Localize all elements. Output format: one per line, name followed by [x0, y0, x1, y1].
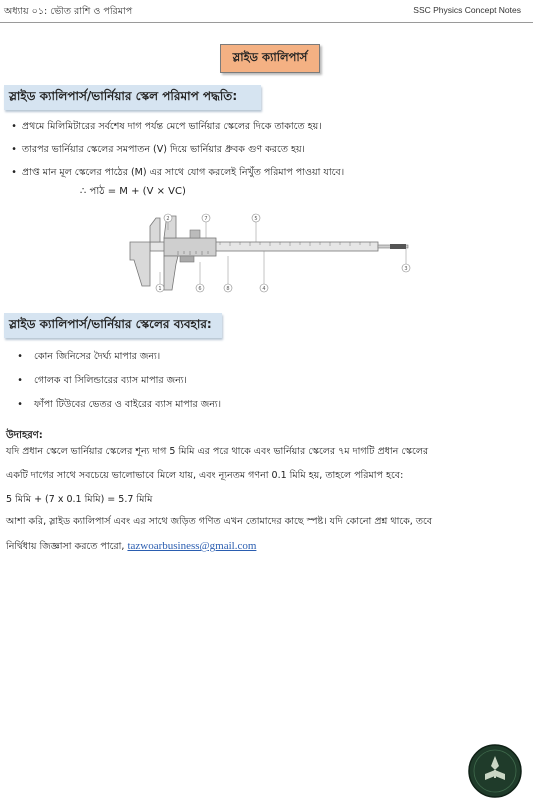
- list-item: [6, 120, 322, 135]
- email-link[interactable]: tazwoarbusiness@gmail.com: [127, 540, 257, 552]
- diagram-label: 7: [204, 216, 208, 222]
- list-item: [6, 374, 187, 389]
- closing-line-2-text: নির্দ্বিধায় জিজ্ঞাসা করতে পারো,: [6, 541, 128, 552]
- closing-line-2: [6, 534, 526, 559]
- example-title: উদাহরণ:: [6, 430, 43, 441]
- diagram-label: 6: [198, 286, 202, 292]
- list-item-text: গোলক বা সিলিন্ডারের ব্যাস মাপার জন্য।: [34, 375, 187, 386]
- example-line-1: যদি প্রধান স্কেলে ভার্নিয়ার স্কেলের শূন্য দাগ 5 মিমি এর পরে থাকে এবং ভার্নিয়ার স্কেলের ৭ম দাগটি প্রধান স্কেলের: [6, 446, 429, 457]
- list-item-text: তারপর ভার্নিয়ার স্কেলের সমপাতন (V) দিয়ে ভার্নিয়ার ধ্রুবক গুণ করতে হয়।: [22, 144, 305, 155]
- page-title: স্লাইড ক্যালিপার্স: [220, 44, 320, 73]
- vernier-caliper-diagram: [120, 208, 420, 300]
- bullet-icon: •: [17, 351, 23, 362]
- example-text: [6, 440, 526, 512]
- notes-title: SSC Physics Concept Notes: [413, 5, 521, 15]
- diagram-label: 4: [262, 286, 266, 292]
- closing-text: [6, 510, 526, 559]
- closing-line-1: আশা করি, স্লাইড ক্যালিপার্স এবং এর সাথে জড়িত গণিত এখন তোমাদের কাছে স্পষ্ট। যদি কোনো প্রশ্ন থাকে, তবে: [6, 516, 433, 527]
- bullet-icon: •: [11, 144, 17, 155]
- list-item-text: প্রাপ্ত মান মূল স্কেলের পাঠের (M) এর সাথে যোগ করলেই নিখুঁত পরিমাপ পাওয়া যাবে।: [22, 167, 345, 178]
- example-line-2: একটি দাগের সাথে সবচেয়ে ভালোভাবে মিলে যায়, এবং ন্যূনতম গণনা 0.1 মিমি হয়, তাহলে পরিমাপ হবে:: [6, 470, 404, 481]
- diagram-label: 2: [166, 216, 170, 222]
- list-item: [6, 166, 344, 181]
- bullet-icon: •: [11, 167, 17, 178]
- diagram-label: 8: [226, 286, 230, 292]
- list-item: [6, 398, 221, 413]
- page-header: [0, 0, 533, 23]
- diagram-label: 3: [404, 266, 408, 272]
- bullet-icon: •: [17, 375, 23, 386]
- bullet-icon: •: [11, 121, 17, 132]
- list-item-text: ফাঁপা টিউবের ভেতর ও বাইরের ব্যাস মাপার জন্য।: [34, 399, 222, 410]
- list-item: [6, 350, 160, 365]
- diagram-label: 1: [158, 286, 162, 292]
- publisher-logo: [468, 744, 522, 798]
- section-heading-method: স্লাইড ক্যালিপার্স/ভার্নিয়ার স্কেল পরিমাপ পদ্ধতি:: [4, 85, 261, 110]
- chapter-title: অধ্যায় ০১: ভৌত রাশি ও পরিমাপ: [4, 6, 133, 17]
- diagram-label: 5: [254, 216, 258, 222]
- list-item-text: প্রথমে মিলিমিটারের সর্বশেষ দাগ পর্যন্ত মেপে ভার্নিয়ার স্কেলের দিকে তাকাতে হয়।: [22, 121, 322, 132]
- example-result: 5 মিমি + (7 x 0.1 মিমি) = 5.7 মিমি: [6, 494, 153, 505]
- bullet-icon: •: [17, 399, 23, 410]
- list-item: [6, 143, 305, 158]
- reading-formula: ∴ পাঠ = M + (V × VC): [80, 186, 186, 197]
- list-item-text: কোন জিনিসের দৈর্ঘ্য মাপার জন্য।: [34, 351, 161, 362]
- section-heading-uses: স্লাইড ক্যালিপার্স/ভার্নিয়ার স্কেলের ব্যবহার:: [4, 313, 222, 338]
